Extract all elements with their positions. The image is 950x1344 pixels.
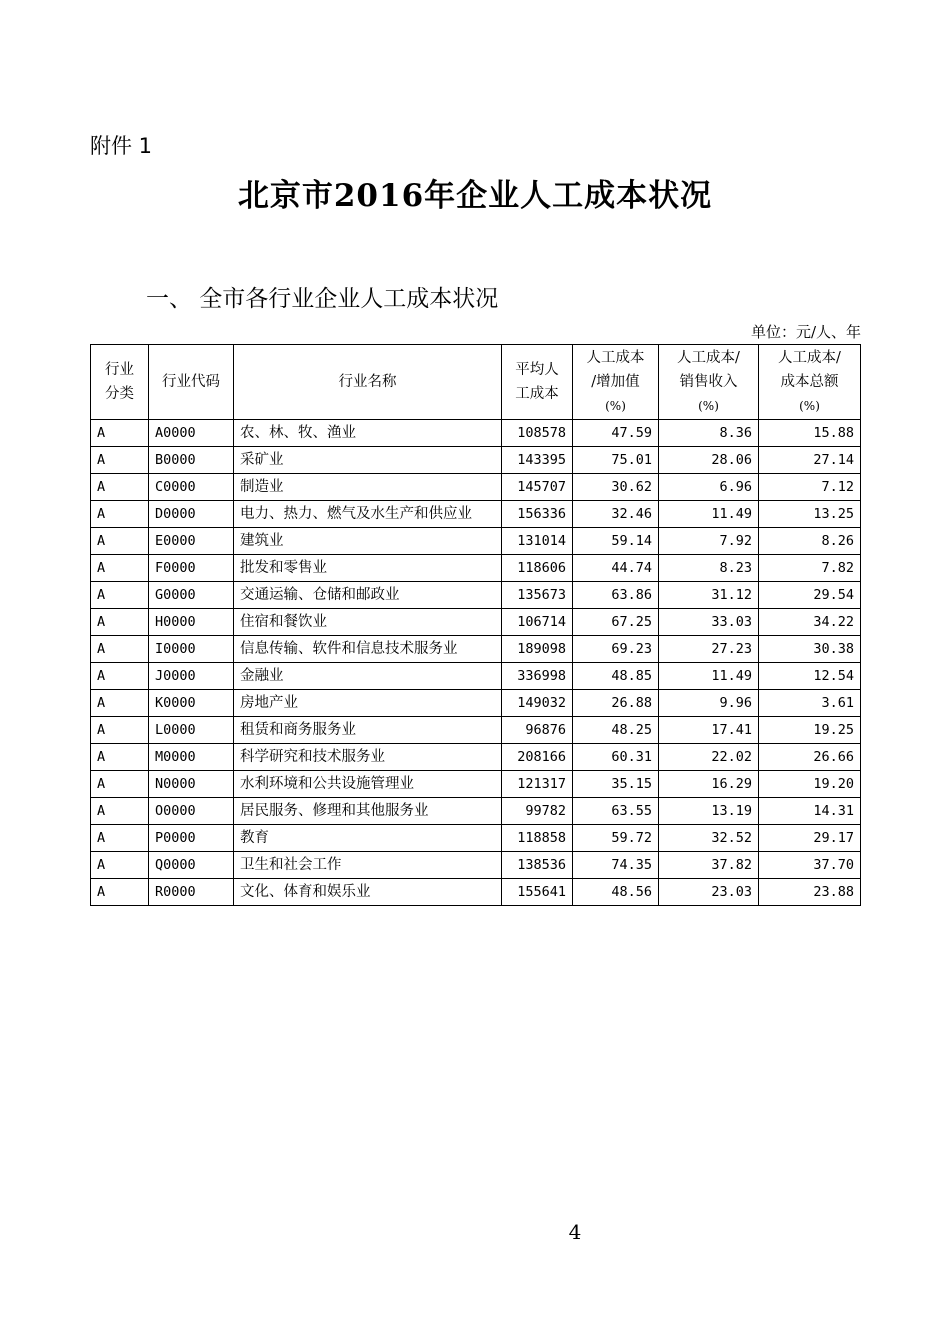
cell-avg-cost: 138536 [502, 852, 573, 879]
table-body [91, 420, 861, 906]
header-name: 行业名称 [234, 345, 502, 420]
cell-category: A [91, 771, 149, 798]
cell-total-cost-ratio: 23.88 [759, 879, 861, 906]
cell-total-cost-ratio: 27.14 [759, 447, 861, 474]
cell-industry-code: Q0000 [149, 852, 234, 879]
cell-industry-code: L0000 [149, 717, 234, 744]
cell-industry-name: 建筑业 [234, 528, 502, 555]
cell-category: A [91, 798, 149, 825]
document-title: 北京市2016年企业人工成本状况 [237, 178, 713, 214]
cell-avg-cost: 106714 [502, 609, 573, 636]
cell-total-cost-ratio: 3.61 [759, 690, 861, 717]
cell-industry-code: P0000 [149, 825, 234, 852]
cell-industry-code: B0000 [149, 447, 234, 474]
header-value-added [573, 345, 659, 420]
cell-value-added-ratio: 63.55 [573, 798, 659, 825]
cell-avg-cost: 336998 [502, 663, 573, 690]
cell-total-cost-ratio: 13.25 [759, 501, 861, 528]
cell-avg-cost: 135673 [502, 582, 573, 609]
header-sales-line: 销售收入 [679, 374, 738, 390]
cell-avg-cost: 189098 [502, 636, 573, 663]
header-avg-cost-line: 工成本 [515, 386, 559, 402]
table-row [91, 501, 861, 528]
cell-avg-cost: 208166 [502, 744, 573, 771]
cell-category: A [91, 879, 149, 906]
cell-avg-cost: 149032 [502, 690, 573, 717]
cell-category: A [91, 528, 149, 555]
cell-category: A [91, 447, 149, 474]
header-total-cost-line: 成本总额 [780, 374, 839, 390]
cell-industry-name: 住宿和餐饮业 [234, 609, 502, 636]
cell-sales-ratio: 11.49 [659, 663, 759, 690]
cell-sales-ratio: 28.06 [659, 447, 759, 474]
cell-value-added-ratio: 75.01 [573, 447, 659, 474]
cell-category: A [91, 582, 149, 609]
cell-category: A [91, 420, 149, 447]
cell-industry-name: 文化、体育和娱乐业 [234, 879, 502, 906]
cell-total-cost-ratio: 34.22 [759, 609, 861, 636]
cell-avg-cost: 156336 [502, 501, 573, 528]
table-row [91, 528, 861, 555]
cell-value-added-ratio: 32.46 [573, 501, 659, 528]
cell-total-cost-ratio: 12.54 [759, 663, 861, 690]
table-row [91, 744, 861, 771]
cell-industry-name: 卫生和社会工作 [234, 852, 502, 879]
cell-industry-name: 采矿业 [234, 447, 502, 474]
cell-industry-code: M0000 [149, 744, 234, 771]
table-row [91, 555, 861, 582]
cell-total-cost-ratio: 7.12 [759, 474, 861, 501]
cell-total-cost-ratio: 14.31 [759, 798, 861, 825]
cell-avg-cost: 131014 [502, 528, 573, 555]
table-header-row [91, 345, 861, 420]
cell-industry-code: J0000 [149, 663, 234, 690]
cell-sales-ratio: 17.41 [659, 717, 759, 744]
cell-avg-cost: 118606 [502, 555, 573, 582]
header-avg-cost [502, 345, 573, 420]
cell-avg-cost: 145707 [502, 474, 573, 501]
table-row [91, 420, 861, 447]
header-value-added-line: 人工成本 [586, 350, 645, 366]
cell-value-added-ratio: 48.85 [573, 663, 659, 690]
table-row [91, 798, 861, 825]
cell-sales-ratio: 7.92 [659, 528, 759, 555]
cell-value-added-ratio: 67.25 [573, 609, 659, 636]
cell-value-added-ratio: 47.59 [573, 420, 659, 447]
header-avg-cost-line: 平均人 [515, 362, 559, 378]
header-sales-line: 人工成本/ [677, 350, 740, 366]
table-row [91, 582, 861, 609]
cell-sales-ratio: 31.12 [659, 582, 759, 609]
header-code: 行业代码 [149, 345, 234, 420]
header-total-cost-unit: (%) [799, 399, 820, 413]
table-row [91, 474, 861, 501]
table-row [91, 690, 861, 717]
cell-category: A [91, 501, 149, 528]
cell-category: A [91, 744, 149, 771]
cell-total-cost-ratio: 19.25 [759, 717, 861, 744]
table-row [91, 663, 861, 690]
cell-category: A [91, 690, 149, 717]
cell-value-added-ratio: 59.72 [573, 825, 659, 852]
cell-industry-name: 制造业 [234, 474, 502, 501]
table-row [91, 447, 861, 474]
industry-cost-table [90, 344, 861, 906]
table-row [91, 879, 861, 906]
cell-sales-ratio: 37.82 [659, 852, 759, 879]
header-total-cost-line: 人工成本/ [778, 350, 841, 366]
cell-industry-name: 交通运输、仓储和邮政业 [234, 582, 502, 609]
table-row [91, 771, 861, 798]
cell-category: A [91, 474, 149, 501]
header-sales-unit: (%) [698, 399, 719, 413]
cell-sales-ratio: 8.23 [659, 555, 759, 582]
cell-sales-ratio: 27.23 [659, 636, 759, 663]
cell-industry-code: O0000 [149, 798, 234, 825]
table-row [91, 609, 861, 636]
cell-industry-code: E0000 [149, 528, 234, 555]
cell-value-added-ratio: 48.56 [573, 879, 659, 906]
table-row [91, 717, 861, 744]
cell-sales-ratio: 16.29 [659, 771, 759, 798]
cell-category: A [91, 663, 149, 690]
cell-avg-cost: 155641 [502, 879, 573, 906]
cell-total-cost-ratio: 37.70 [759, 852, 861, 879]
cell-industry-name: 房地产业 [234, 690, 502, 717]
cell-industry-name: 金融业 [234, 663, 502, 690]
cell-value-added-ratio: 63.86 [573, 582, 659, 609]
cell-total-cost-ratio: 15.88 [759, 420, 861, 447]
cell-industry-code: G0000 [149, 582, 234, 609]
cell-industry-name: 科学研究和技术服务业 [234, 744, 502, 771]
cell-total-cost-ratio: 30.38 [759, 636, 861, 663]
table-row [91, 825, 861, 852]
cell-sales-ratio: 22.02 [659, 744, 759, 771]
cell-industry-code: A0000 [149, 420, 234, 447]
header-total-cost [759, 345, 861, 420]
cell-industry-code: I0000 [149, 636, 234, 663]
cell-industry-code: H0000 [149, 609, 234, 636]
cell-industry-name: 信息传输、软件和信息技术服务业 [234, 636, 502, 663]
header-category [91, 345, 149, 420]
cell-value-added-ratio: 60.31 [573, 744, 659, 771]
attachment-label: 附件 1 [90, 134, 153, 158]
cell-category: A [91, 636, 149, 663]
cell-category: A [91, 555, 149, 582]
cell-industry-name: 水利环境和公共设施管理业 [234, 771, 502, 798]
cell-industry-code: F0000 [149, 555, 234, 582]
cell-sales-ratio: 11.49 [659, 501, 759, 528]
cell-sales-ratio: 23.03 [659, 879, 759, 906]
cell-value-added-ratio: 30.62 [573, 474, 659, 501]
unit-note: 单位：元/人、年 [750, 323, 861, 341]
section-title: 一、 全市各行业企业人工成本状况 [146, 286, 499, 312]
header-category-line: 分类 [105, 386, 134, 402]
cell-category: A [91, 717, 149, 744]
cell-industry-code: N0000 [149, 771, 234, 798]
cell-sales-ratio: 8.36 [659, 420, 759, 447]
cell-sales-ratio: 13.19 [659, 798, 759, 825]
cell-value-added-ratio: 35.15 [573, 771, 659, 798]
cell-industry-name: 农、林、牧、渔业 [234, 420, 502, 447]
cell-value-added-ratio: 69.23 [573, 636, 659, 663]
header-category-line: 行业 [105, 362, 134, 378]
cell-avg-cost: 108578 [502, 420, 573, 447]
cell-value-added-ratio: 26.88 [573, 690, 659, 717]
cell-total-cost-ratio: 8.26 [759, 528, 861, 555]
table-row [91, 636, 861, 663]
cell-avg-cost: 118858 [502, 825, 573, 852]
cell-industry-name: 批发和零售业 [234, 555, 502, 582]
cell-total-cost-ratio: 7.82 [759, 555, 861, 582]
cell-avg-cost: 121317 [502, 771, 573, 798]
cell-avg-cost: 99782 [502, 798, 573, 825]
cell-industry-name: 居民服务、修理和其他服务业 [234, 798, 502, 825]
cell-industry-code: K0000 [149, 690, 234, 717]
cell-industry-code: R0000 [149, 879, 234, 906]
cell-category: A [91, 609, 149, 636]
cell-total-cost-ratio: 26.66 [759, 744, 861, 771]
cell-value-added-ratio: 59.14 [573, 528, 659, 555]
header-value-added-line: /增加值 [591, 374, 640, 390]
cell-avg-cost: 96876 [502, 717, 573, 744]
cell-industry-name: 租赁和商务服务业 [234, 717, 502, 744]
cell-value-added-ratio: 48.25 [573, 717, 659, 744]
cell-sales-ratio: 33.03 [659, 609, 759, 636]
cell-value-added-ratio: 44.74 [573, 555, 659, 582]
header-sales [659, 345, 759, 420]
page-number: 4 [568, 1220, 582, 1244]
cell-category: A [91, 852, 149, 879]
cell-value-added-ratio: 74.35 [573, 852, 659, 879]
cell-industry-name: 电力、热力、燃气及水生产和供应业 [234, 501, 502, 528]
cell-total-cost-ratio: 19.20 [759, 771, 861, 798]
cell-industry-code: C0000 [149, 474, 234, 501]
header-value-added-unit: (%) [605, 399, 626, 413]
cell-sales-ratio: 6.96 [659, 474, 759, 501]
cell-category: A [91, 825, 149, 852]
cell-avg-cost: 143395 [502, 447, 573, 474]
cell-sales-ratio: 32.52 [659, 825, 759, 852]
cell-total-cost-ratio: 29.17 [759, 825, 861, 852]
cell-industry-code: D0000 [149, 501, 234, 528]
cell-sales-ratio: 9.96 [659, 690, 759, 717]
cell-total-cost-ratio: 29.54 [759, 582, 861, 609]
table-row [91, 852, 861, 879]
cell-industry-name: 教育 [234, 825, 502, 852]
